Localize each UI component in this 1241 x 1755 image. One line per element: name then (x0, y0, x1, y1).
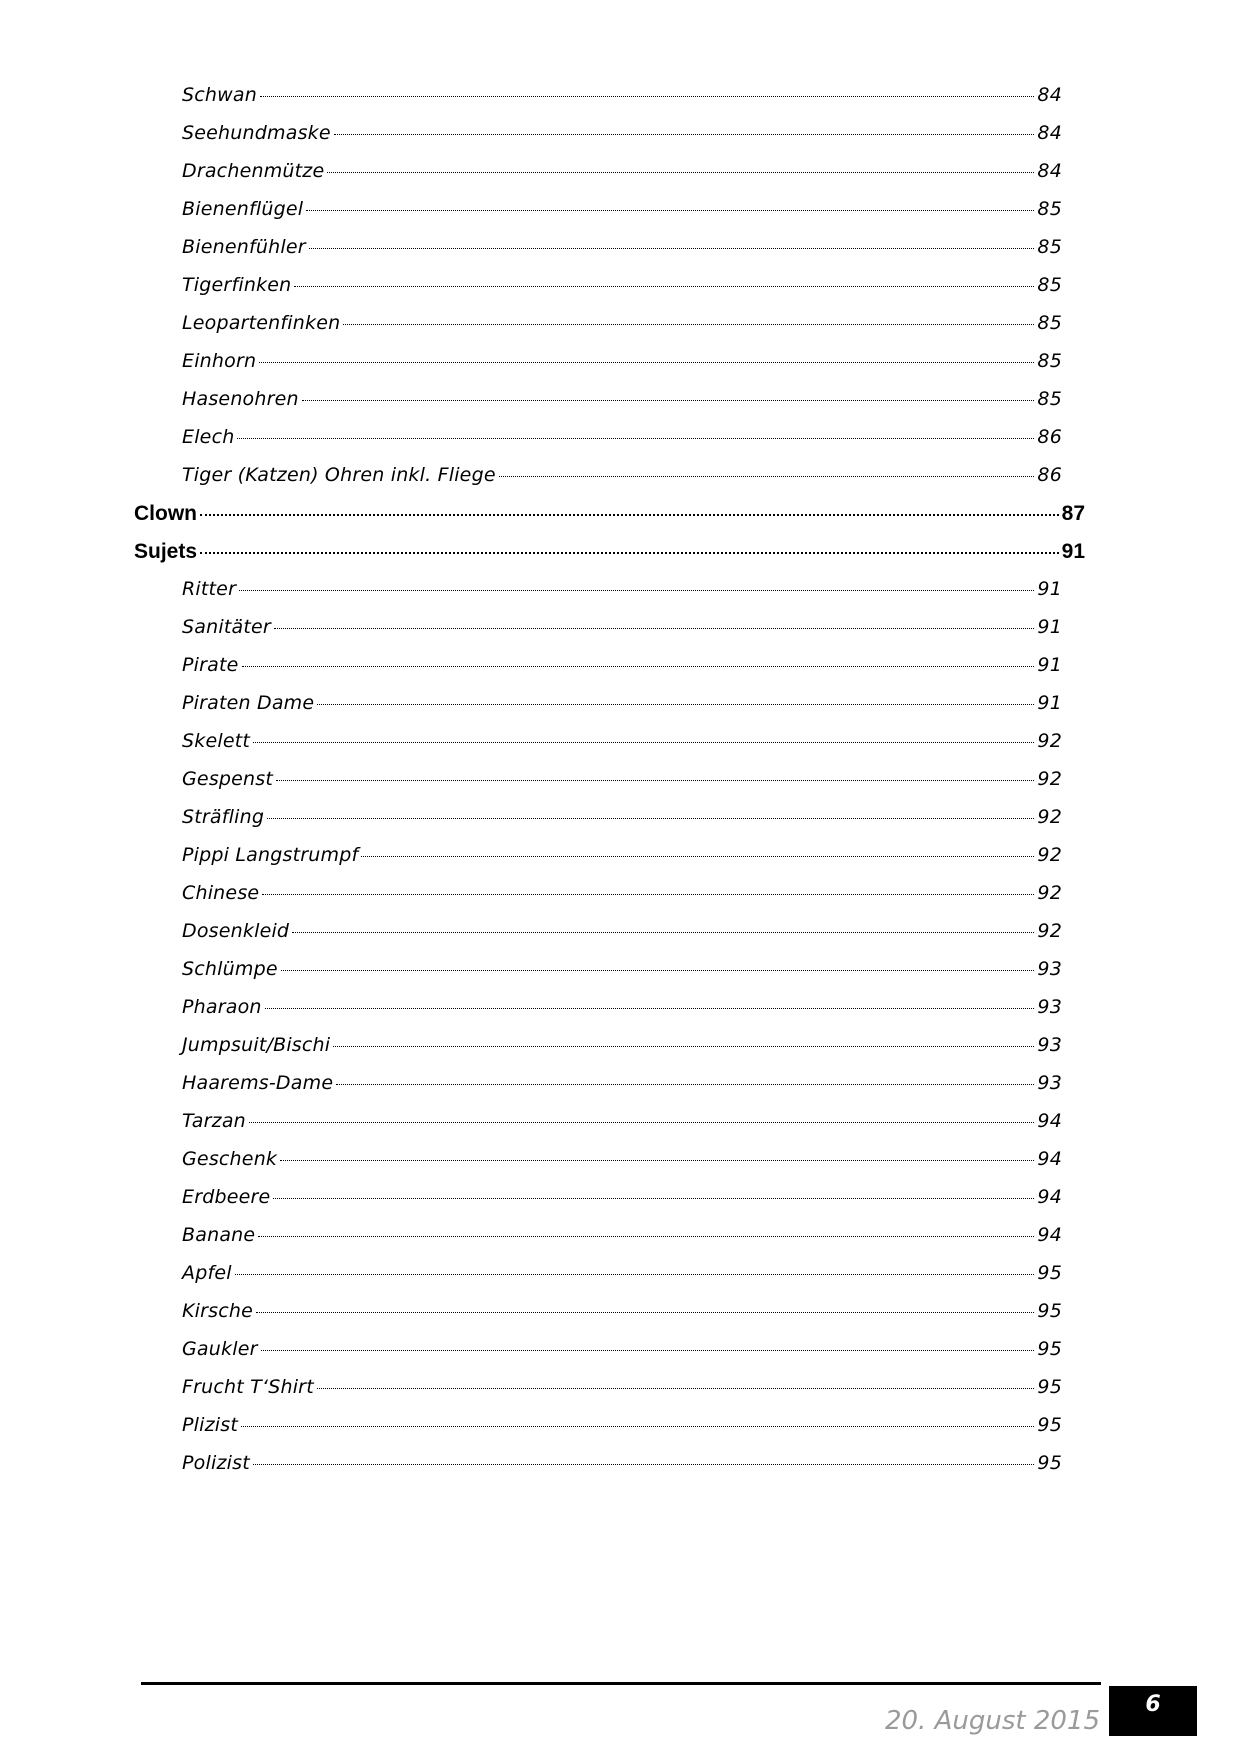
toc-dot-leader (242, 666, 1035, 667)
toc-entry-title: Tarzan (182, 1110, 246, 1132)
toc-dot-leader (259, 362, 1034, 363)
toc-dot-leader (280, 1160, 1034, 1161)
toc-entry-page: 95 (1037, 1452, 1062, 1474)
toc-entry-page: 93 (1037, 1072, 1062, 1094)
toc-entry-page: 93 (1037, 1034, 1062, 1056)
footer-date: 20. August 2015 (884, 1706, 1100, 1736)
toc-entry-page: 91 (1037, 654, 1062, 676)
toc-dot-leader (235, 1274, 1035, 1275)
toc-dot-leader (333, 1046, 1034, 1047)
toc-dot-leader (260, 96, 1034, 97)
toc-entry-page: 86 (1037, 464, 1062, 486)
toc-entry-page: 86 (1037, 426, 1062, 448)
toc-entry-title: Schlümpe (182, 958, 278, 980)
toc-entry-page: 95 (1037, 1262, 1062, 1284)
toc-dot-leader (317, 704, 1034, 705)
toc-entry-title: Polizist (182, 1452, 250, 1474)
toc-section-entry[interactable] (182, 958, 1062, 980)
toc-dot-leader (265, 1008, 1035, 1009)
toc-entry-page: 91 (1037, 578, 1062, 600)
toc-entry-page: 91 (1037, 692, 1062, 714)
toc-entry-title: Piraten Dame (182, 692, 315, 714)
toc-entry-page: 85 (1037, 236, 1062, 258)
toc-dot-leader (327, 172, 1034, 173)
toc-entry-title: Leopartenfinken (182, 312, 341, 334)
toc-entry-title: Kirsche (182, 1300, 254, 1322)
toc-entry-title: Clown (134, 502, 197, 525)
toc-entry-title: Erdbeere (182, 1186, 271, 1208)
toc-entry-page: 85 (1037, 388, 1062, 410)
toc-section-entry[interactable] (182, 1110, 1062, 1132)
toc-entry-title: Drachenmütze (182, 160, 325, 182)
toc-dot-leader (261, 1350, 1035, 1351)
toc-dot-leader (361, 856, 1034, 857)
toc-dot-leader (281, 970, 1035, 971)
toc-dot-leader (334, 134, 1035, 135)
toc-section-entry[interactable] (182, 730, 1062, 752)
toc-chapter-entry[interactable] (134, 540, 1085, 564)
toc-section-entry[interactable] (182, 768, 1062, 790)
toc-dot-leader (200, 514, 1059, 516)
toc-entry-title: Plizist (182, 1414, 239, 1436)
toc-entry-page: 94 (1037, 1186, 1062, 1208)
toc-dot-leader (239, 590, 1034, 591)
toc-entry-title: Chinese (182, 882, 260, 904)
footer-divider (141, 1682, 1101, 1685)
toc-section-entry[interactable] (182, 198, 1062, 220)
toc-entry-page: 92 (1037, 806, 1062, 828)
toc-entry-page: 85 (1037, 198, 1062, 220)
toc-section-entry[interactable] (182, 1414, 1062, 1436)
toc-entry-title: Dosenkleid (182, 920, 290, 942)
toc-dot-leader (273, 1198, 1034, 1199)
toc-entry-title: Hasenohren (182, 388, 299, 410)
toc-section-entry[interactable] (182, 274, 1062, 296)
toc-entry-title: Seehundmaske (182, 122, 331, 144)
toc-section-entry[interactable] (182, 388, 1062, 410)
toc-section-entry[interactable] (182, 806, 1062, 828)
toc-section-entry[interactable] (182, 692, 1062, 714)
toc-section-entry[interactable] (182, 1034, 1062, 1056)
toc-section-entry[interactable] (182, 1376, 1062, 1398)
toc-entry-title: Ritter (182, 578, 237, 600)
toc-dot-leader (294, 286, 1034, 287)
toc-entry-title: Haarems-Dame (182, 1072, 334, 1094)
toc-entry-title: Jumpsuit/Bischi (182, 1034, 331, 1056)
toc-entry-title: Gaukler (182, 1338, 258, 1360)
toc-entry-page: 93 (1037, 996, 1062, 1018)
toc-entry-title: Bienenfühler (182, 236, 306, 258)
toc-entry-title: Banane (182, 1224, 256, 1246)
toc-entry-title: Pippi Langstrumpf (182, 844, 359, 866)
toc-entry-title: Geschenk (182, 1148, 278, 1170)
toc-dot-leader (499, 476, 1035, 477)
toc-dot-leader (237, 438, 1034, 439)
toc-section-entry[interactable] (182, 1338, 1062, 1360)
toc-entry-title: Apfel (182, 1262, 232, 1284)
toc-section-entry[interactable] (182, 1072, 1062, 1094)
toc-entry-page: 92 (1037, 920, 1062, 942)
toc-dot-leader (200, 552, 1059, 554)
toc-section-entry[interactable] (182, 882, 1062, 904)
toc-dot-leader (267, 818, 1034, 819)
toc-entry-title: Schwan (182, 84, 257, 106)
toc-section-entry[interactable] (182, 1300, 1062, 1322)
toc-section-entry[interactable] (182, 996, 1062, 1018)
toc-section-entry[interactable] (182, 464, 1062, 486)
toc-entry-page: 92 (1037, 730, 1062, 752)
toc-entry-title: Gespenst (182, 768, 274, 790)
toc-dot-leader (241, 1426, 1034, 1427)
toc-entry-title: Einhorn (182, 350, 257, 372)
toc-entry-page: 95 (1037, 1376, 1062, 1398)
toc-entry-title: Sujets (134, 540, 198, 563)
toc-entry-title: Elech (182, 426, 235, 448)
toc-entry-page: 95 (1037, 1300, 1062, 1322)
toc-entry-page: 85 (1037, 274, 1062, 296)
toc-dot-leader (343, 324, 1034, 325)
toc-dot-leader (249, 1122, 1034, 1123)
toc-entry-title: Skelett (182, 730, 251, 752)
toc-entry-title: Tiger (Katzen) Ohren inkl. Fliege (182, 464, 496, 486)
toc-section-entry[interactable] (182, 1186, 1062, 1208)
toc-entry-page: 91 (1061, 540, 1085, 563)
toc-entry-page: 95 (1037, 1338, 1062, 1360)
page-number-badge (1109, 1686, 1197, 1736)
toc-entry-title: Sträfling (182, 806, 265, 828)
toc-entry-page: 85 (1037, 350, 1062, 372)
toc-section-entry[interactable] (182, 236, 1062, 258)
toc-section-entry[interactable] (182, 1224, 1062, 1246)
toc-dot-leader (276, 780, 1034, 781)
toc-dot-leader (262, 894, 1034, 895)
toc-entry-page: 84 (1037, 160, 1062, 182)
toc-dot-leader (309, 248, 1035, 249)
toc-entry-page: 93 (1037, 958, 1062, 980)
toc-section-entry[interactable] (182, 312, 1062, 334)
toc-section-entry[interactable] (182, 84, 1062, 106)
toc-dot-leader (253, 742, 1034, 743)
toc-entry-title: Bienenflügel (182, 198, 304, 220)
toc-entry-page: 92 (1037, 882, 1062, 904)
toc-section-entry[interactable] (182, 844, 1062, 866)
toc-dot-leader (306, 210, 1034, 211)
toc-section-entry[interactable] (182, 426, 1062, 448)
page-number: 6 (1145, 1692, 1161, 1717)
toc-section-entry[interactable] (182, 920, 1062, 942)
toc-section-entry[interactable] (182, 160, 1062, 182)
toc-entry-page: 94 (1037, 1110, 1062, 1132)
toc-entry-title: Tigerfinken (182, 274, 292, 296)
toc-section-entry[interactable] (182, 616, 1062, 638)
toc-entry-page: 85 (1037, 312, 1062, 334)
toc-entry-title: Frucht T‘Shirt (182, 1376, 314, 1398)
toc-entry-page: 84 (1037, 122, 1062, 144)
toc-entry-title: Pirate (182, 654, 239, 676)
toc-entry-page: 91 (1037, 616, 1062, 638)
toc-section-entry[interactable] (182, 578, 1062, 600)
toc-entry-page: 84 (1037, 84, 1062, 106)
toc-section-entry[interactable] (182, 1452, 1062, 1474)
toc-dot-leader (258, 1236, 1034, 1237)
toc-dot-leader (317, 1388, 1035, 1389)
toc-dot-leader (302, 400, 1035, 401)
toc-section-entry[interactable] (182, 350, 1062, 372)
toc-entry-page: 94 (1037, 1224, 1062, 1246)
toc-entry-page: 92 (1037, 768, 1062, 790)
toc-section-entry[interactable] (182, 1148, 1062, 1170)
toc-dot-leader (256, 1312, 1034, 1313)
toc-entry-title: Pharaon (182, 996, 262, 1018)
toc-entry-page: 95 (1037, 1414, 1062, 1436)
toc-dot-leader (253, 1464, 1035, 1465)
toc-dot-leader (274, 628, 1035, 629)
toc-entry-page: 94 (1037, 1148, 1062, 1170)
toc-dot-leader (336, 1084, 1034, 1085)
toc-entry-page: 87 (1061, 502, 1085, 525)
toc-chapter-entry[interactable] (134, 502, 1085, 526)
toc-section-entry[interactable] (182, 654, 1062, 676)
toc-entry-page: 92 (1037, 844, 1062, 866)
toc-section-entry[interactable] (182, 1262, 1062, 1284)
toc-entry-title: Sanitäter (182, 616, 271, 638)
toc-dot-leader (292, 932, 1034, 933)
toc-section-entry[interactable] (182, 122, 1062, 144)
